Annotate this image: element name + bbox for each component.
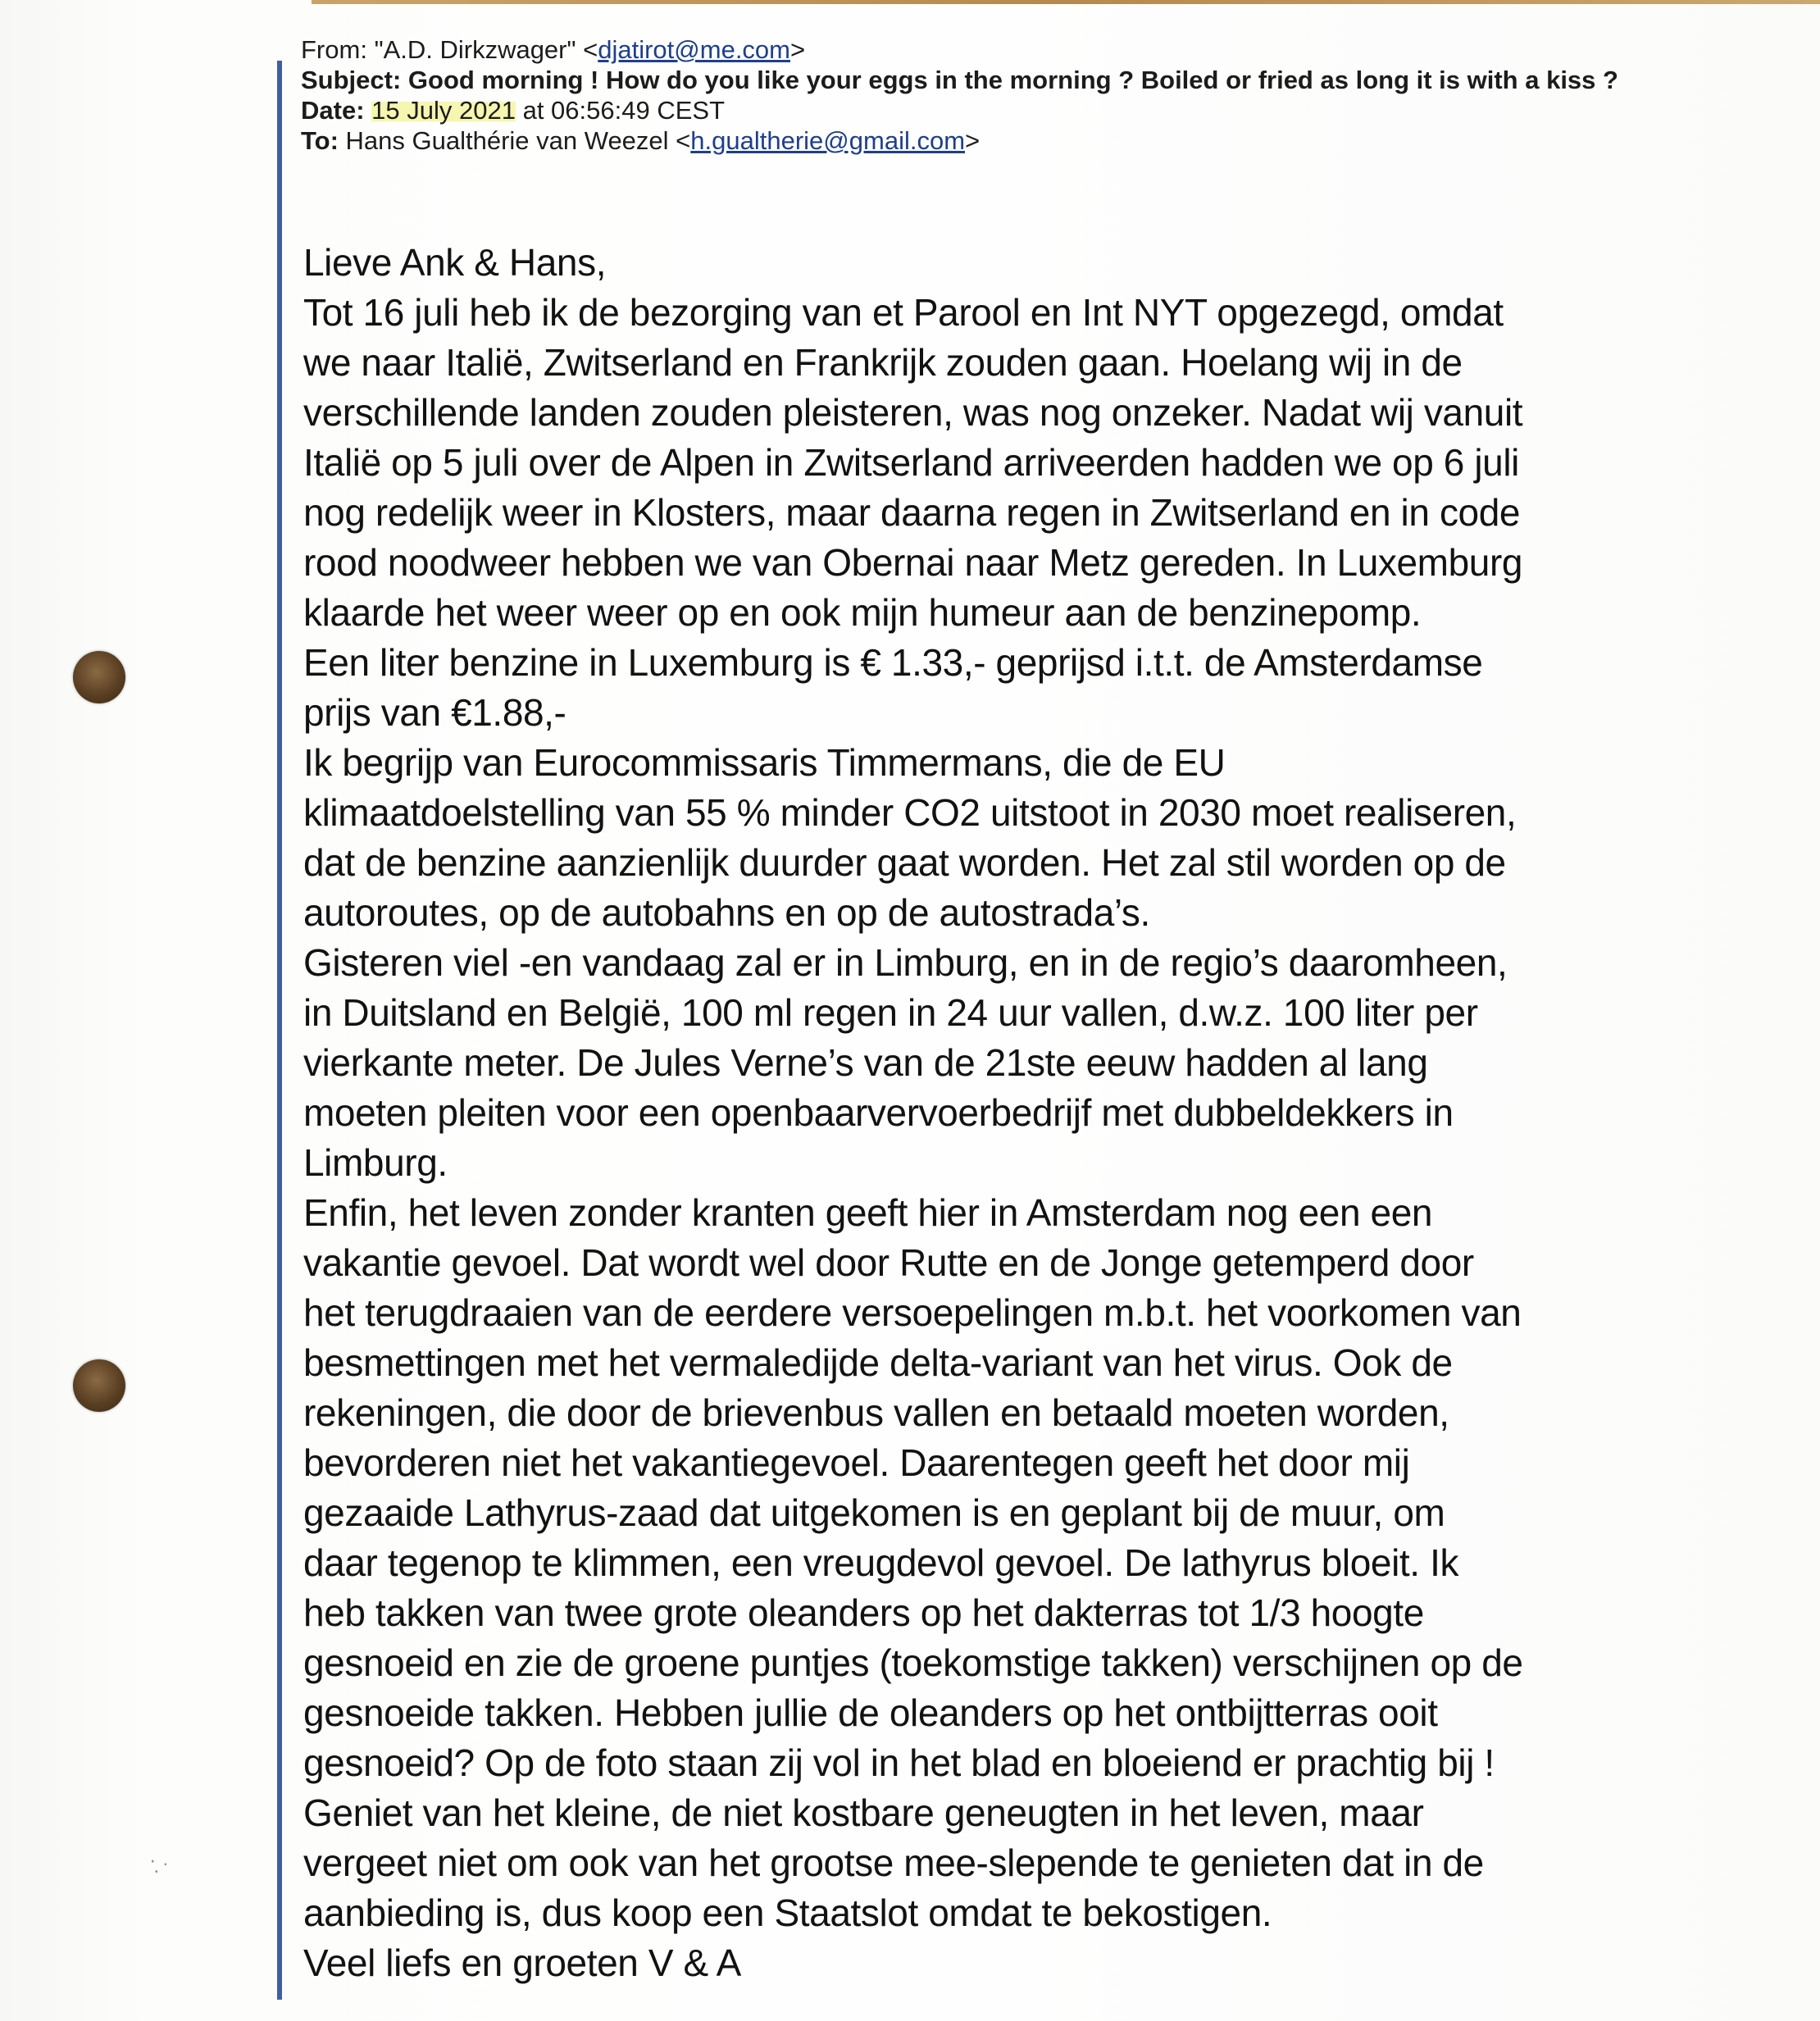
from-email-link[interactable]: djatirot@me.com xyxy=(598,35,790,64)
letter-line: gesnoeid en zie de groene puntjes (toekomstige takken) verschijnen op de xyxy=(303,1641,1523,1684)
letter-line: autoroutes, op de autobahns en op de autostrada’s. xyxy=(303,891,1150,934)
date-rest: at 06:56:49 CEST xyxy=(522,96,726,125)
pencil-mark: ⁚ · xyxy=(148,1852,171,1878)
letter-line: aanbieding is, dus koop een Staatslot omdat te bekostigen. xyxy=(303,1891,1272,1934)
letter-line: Lieve Ank & Hans, xyxy=(303,241,607,284)
letter-line: besmettingen met het vermaledijde delta-variant van het virus. Ook de xyxy=(303,1341,1453,1384)
to-email-link[interactable]: h.gualtherie@gmail.com xyxy=(690,126,966,155)
letter-line: prijs van €1.88,- xyxy=(303,691,566,734)
letter-line: vakantie gevoel. Dat wordt wel door Rutte en de Jonge getemperd door xyxy=(303,1241,1474,1284)
letter-line: Ik begrijp van Eurocommissaris Timmermans, die de EU xyxy=(303,741,1226,784)
subject-text: Good morning ! How do you like your eggs in the morning ? Boiled or fried as long it is with a kiss ? xyxy=(407,66,1618,94)
letter-line: gezaaide Lathyrus-zaad dat uitgekomen is en geplant bij de muur, om xyxy=(303,1491,1445,1534)
punch-hole xyxy=(73,651,125,703)
letter-line: nog redelijk weer in Klosters, maar daarna regen in Zwitserland en in code xyxy=(303,491,1521,534)
letter-line: dat de benzine aanzienlijk duurder gaat worden. Het zal stil worden op de xyxy=(303,841,1506,884)
from-line: From: "A.D. Dirkzwager" <djatirot@me.com> xyxy=(301,35,806,64)
letter-line: rekeningen, die door de brievenbus vallen en betaald moeten worden, xyxy=(303,1391,1449,1434)
to-name: Hans Gualthérie van Weezel xyxy=(345,126,669,155)
letter-line: we naar Italië, Zwitserland en Frankrijk zouden gaan. Hoelang wij in de xyxy=(303,341,1463,384)
letter-line: heb takken van twee grote oleanders op het dakterras tot 1/3 hoogte xyxy=(303,1591,1424,1634)
email-header xyxy=(301,34,1711,156)
letter-line: Italië op 5 juli over de Alpen in Zwitserland arriveerden hadden we op 6 juli xyxy=(303,441,1520,484)
from-label: From: xyxy=(301,35,367,64)
letter-line: Een liter benzine in Luxemburg is € 1.33,- geprijsd i.t.t. de Amsterdamse xyxy=(303,641,1483,684)
letter-line: Enfin, het leven zonder kranten geeft hier in Amsterdam nog een een xyxy=(303,1191,1433,1234)
letter-line: Limburg. xyxy=(303,1141,448,1184)
to-label: To: xyxy=(301,126,339,155)
paper-top-edge xyxy=(312,0,1820,4)
letter-line: Gisteren viel -en vandaag zal er in Limburg, en in de regio’s daaromheen, xyxy=(303,941,1508,984)
letter-line: moeten pleiten voor een openbaarvervoerbedrijf met dubbeldekkers in xyxy=(303,1091,1454,1134)
letter-body xyxy=(303,238,1722,1988)
punch-hole xyxy=(73,1359,125,1412)
letter-line: klaarde het weer weer op en ook mijn humeur aan de benzinepomp. xyxy=(303,591,1422,634)
letter-line: daar tegenop te klimmen, een vreugdevol gevoel. De lathyrus bloeit. Ik xyxy=(303,1541,1459,1584)
date-highlighted: 15 July 2021 xyxy=(371,96,516,125)
letter-line: bevorderen niet het vakantiegevoel. Daarentegen geeft het door mij xyxy=(303,1441,1410,1484)
subject-line xyxy=(301,65,1711,95)
date-label: Date: xyxy=(301,96,365,125)
from-name: "A.D. Dirkzwager" xyxy=(374,35,576,64)
letter-line: rood noodweer hebben we van Obernai naar Metz gereden. In Luxemburg xyxy=(303,541,1523,584)
letter-line: vierkante meter. De Jules Verne’s van de 21ste eeuw hadden al lang xyxy=(303,1041,1428,1084)
date-line xyxy=(301,95,1711,125)
letter-line: in Duitsland en België, 100 ml regen in 24 uur vallen, d.w.z. 100 liter per xyxy=(303,991,1478,1034)
letter-line: klimaatdoelstelling van 55 % minder CO2 uitstoot in 2030 moet realiseren, xyxy=(303,791,1517,834)
letter-line: gesnoeid? Op de foto staan zij vol in het blad en bloeiend er prachtig bij ! xyxy=(303,1741,1495,1784)
letter-line: Veel liefs en groeten V & A xyxy=(303,1941,741,1984)
letter-line: gesnoeide takken. Hebben jullie de oleanders op het ontbijtterras ooit xyxy=(303,1691,1438,1734)
to-line: To: Hans Gualthérie van Weezel <h.gualtherie@gmail.com> xyxy=(301,126,981,155)
quote-bar xyxy=(277,61,282,2000)
letter-line: verschillende landen zouden pleisteren, was nog onzeker. Nadat wij vanuit xyxy=(303,391,1523,434)
letter-line: vergeet niet om ook van het grootse mee-slepende te genieten dat in de xyxy=(303,1841,1484,1884)
subject-label: Subject: xyxy=(301,66,402,94)
letter-line: het terugdraaien van de eerdere versoepelingen m.b.t. het voorkomen van xyxy=(303,1291,1522,1334)
letter-line: Tot 16 juli heb ik de bezorging van et Parool en Int NYT opgezegd, omdat xyxy=(303,291,1504,334)
letter-line: Geniet van het kleine, de niet kostbare geneugten in het leven, maar xyxy=(303,1791,1424,1834)
